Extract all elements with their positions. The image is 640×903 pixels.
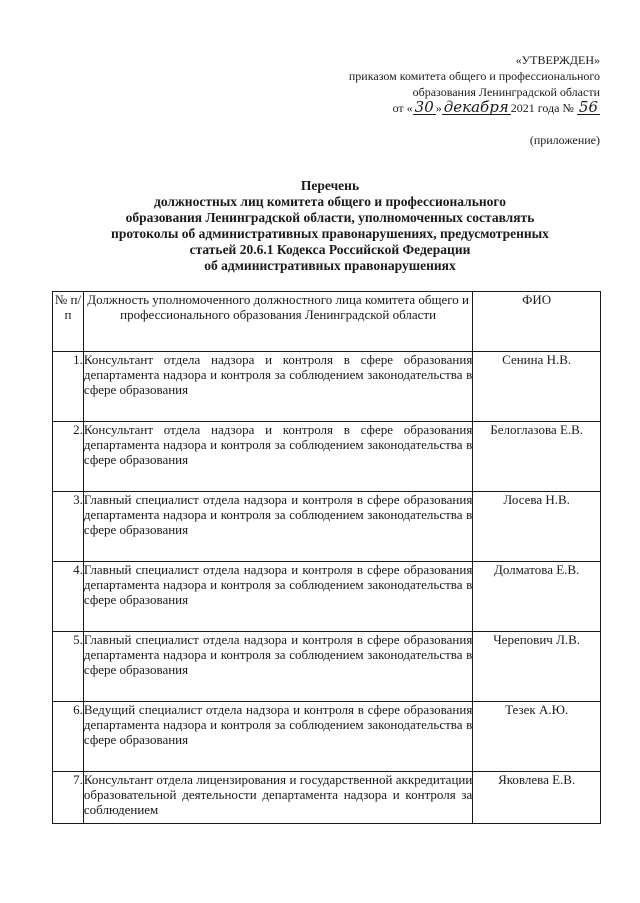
approval-order-line: приказом комитета общего и профессионального [348,69,600,83]
row-position: Главный специалист отдела надзора и контроля в сфере образования департамента надзора и контроля за соблюдением законодательства в сфере образования [83,492,472,562]
title-line-3: образования Ленинградской области, уполномоченных составлять [125,210,535,225]
row-name: Белоглазова Е.В. [473,422,601,492]
table-row [53,702,601,772]
row-num: 6. [53,702,84,772]
row-num: 1. [53,352,84,422]
table-row [53,422,601,492]
title-line-5: статьей 20.6.1 Кодекса Российской Федерации [189,242,471,257]
date-day: 30 [414,98,434,116]
row-name: Черепович Л.В. [473,632,601,702]
row-position: Консультант отдела надзора и контроля в сфере образования департамента надзора и контроля за соблюдением законодательства в сфере образования [83,352,472,422]
table-header-row [53,292,601,352]
document-title [60,178,600,274]
row-num: 3. [53,492,84,562]
approval-org-line: образования Ленинградской области [412,85,600,99]
table-row [53,632,601,702]
row-position: Консультант отдела лицензирования и государственной аккредитации образовательной деятельности департамента надзора и контроля за соблюдением [83,772,472,824]
row-num: 7. [53,772,84,824]
table-row [53,352,601,422]
table-row [53,562,601,632]
row-name: Сенина Н.В. [473,352,601,422]
title-line-6: об административных правонарушениях [204,258,456,273]
approval-date-line [349,100,600,116]
row-name: Яковлева Е.В. [473,772,601,824]
appendix-note: (приложение) [529,133,600,147]
header-name: ФИО [473,292,601,352]
row-position: Главный специалист отдела надзора и контроля в сфере образования департамента надзора и контроля за соблюдением законодательства в сфере образования [83,562,472,632]
approval-stamp: «УТВЕРЖДЕН» [515,53,600,67]
approval-block [349,52,600,148]
officials-table [52,291,601,824]
header-num: № п/п [53,292,84,352]
title-line-4: протоколы об административных правонарушениях, предусмотренных [111,226,549,241]
header-position: Должность уполномоченного должностного лица комитета общего и профессионального образования Ленинградской области [83,292,472,352]
date-mid: » [435,101,442,115]
date-year: 2021 года № [510,101,574,115]
row-num: 4. [53,562,84,632]
table-row [53,492,601,562]
table-row [53,772,601,824]
title-line-1: Перечень [300,178,360,193]
row-num: 5. [53,632,84,702]
row-position: Главный специалист отдела надзора и контроля в сфере образования департамента надзора и контроля за соблюдением законодательства в сфере образования [83,632,472,702]
date-prefix: от « [392,101,413,115]
row-position: Ведущий специалист отдела надзора и контроля в сфере образования департамента надзора и контроля за соблюдением законодательства в сфере образования [83,702,472,772]
date-month: декабря [443,98,509,116]
title-line-2: должностных лиц комитета общего и профессионального [154,194,506,209]
row-name: Лосева Н.В. [473,492,601,562]
order-number: 56 [578,98,598,116]
row-position: Консультант отдела надзора и контроля в сфере образования департамента надзора и контроля за соблюдением законодательства в сфере образования [83,422,472,492]
row-name: Тезек А.Ю. [473,702,601,772]
row-name: Долматова Е.В. [473,562,601,632]
row-num: 2. [53,422,84,492]
